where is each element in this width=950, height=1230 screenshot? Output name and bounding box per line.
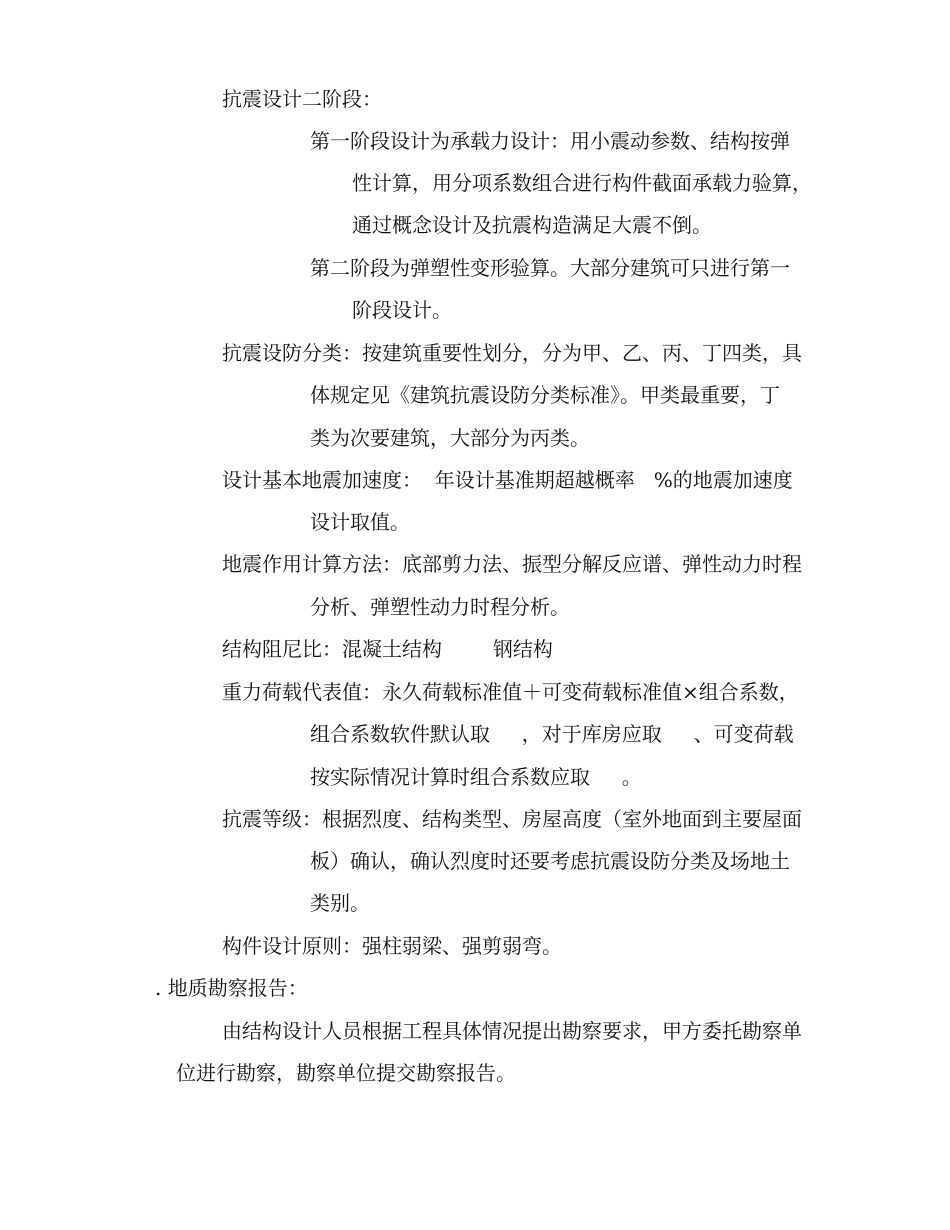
paragraph-line: 分析、弹塑性动力时程分析。 [310, 595, 570, 619]
paragraph-line: 按实际情况计算时组合系数应取 。 [310, 765, 642, 789]
paragraph-line: 由结构设计人员根据工程具体情况提出勘察要求，甲方委托勘察单 [222, 1019, 802, 1043]
paragraph-line: 体规定见《建筑抗震设防分类标准》。甲类最重要，丁 [310, 383, 780, 407]
paragraph-line: 抗震等级：根据烈度、结构类型、房屋高度（室外地面到主要屋面 [222, 807, 802, 831]
paragraph-line: 构件设计原则：强柱弱梁、强剪弱弯。 [222, 934, 562, 958]
paragraph-line: 组合系数软件默认取 ，对于库房应取 、可变荷载 [310, 722, 794, 746]
paragraph-line: 第二阶段为弹塑性变形验算。大部分建筑可只进行第一 [310, 256, 790, 280]
paragraph-line: 抗震设防分类：按建筑重要性划分，分为甲、乙、丙、丁四类，具 [222, 341, 802, 365]
paragraph-line: 重力荷载代表值：永久荷载标准值＋可变荷载标准值×组合系数， [222, 680, 799, 704]
paragraph-line: 结构阻尼比：混凝土结构 钢结构 [222, 637, 553, 661]
paragraph-line: 性计算，用分项系数组合进行构件截面承载力验算， [352, 171, 812, 195]
paragraph-line: 类为次要建筑，大部分为丙类。 [310, 426, 590, 450]
paragraph-line: 类别。 [310, 891, 370, 915]
paragraph-line: 设计取值。 [310, 510, 410, 534]
section-heading-geological-report: . 地质勘察报告： [155, 976, 308, 1000]
section-heading-seismic-two-stage: 抗震设计二阶段： [222, 87, 382, 111]
paragraph-line: 位进行勘察，勘察单位提交勘察报告。 [176, 1061, 516, 1085]
paragraph-line: 板）确认，确认烈度时还要考虑抗震设防分类及场地土 [310, 849, 790, 873]
paragraph-line: 通过概念设计及抗震构造满足大震不倒。 [352, 213, 712, 237]
paragraph-line: 设计基本地震加速度： 年设计基准期超越概率 %的地震加速度 [222, 468, 793, 492]
paragraph-line: 地震作用计算方法：底部剪力法、振型分解反应谱、弹性动力时程 [222, 552, 802, 576]
paragraph-line: 阶段设计。 [352, 298, 452, 322]
paragraph-line: 第一阶段设计为承载力设计：用小震动参数、结构按弹 [310, 129, 790, 153]
